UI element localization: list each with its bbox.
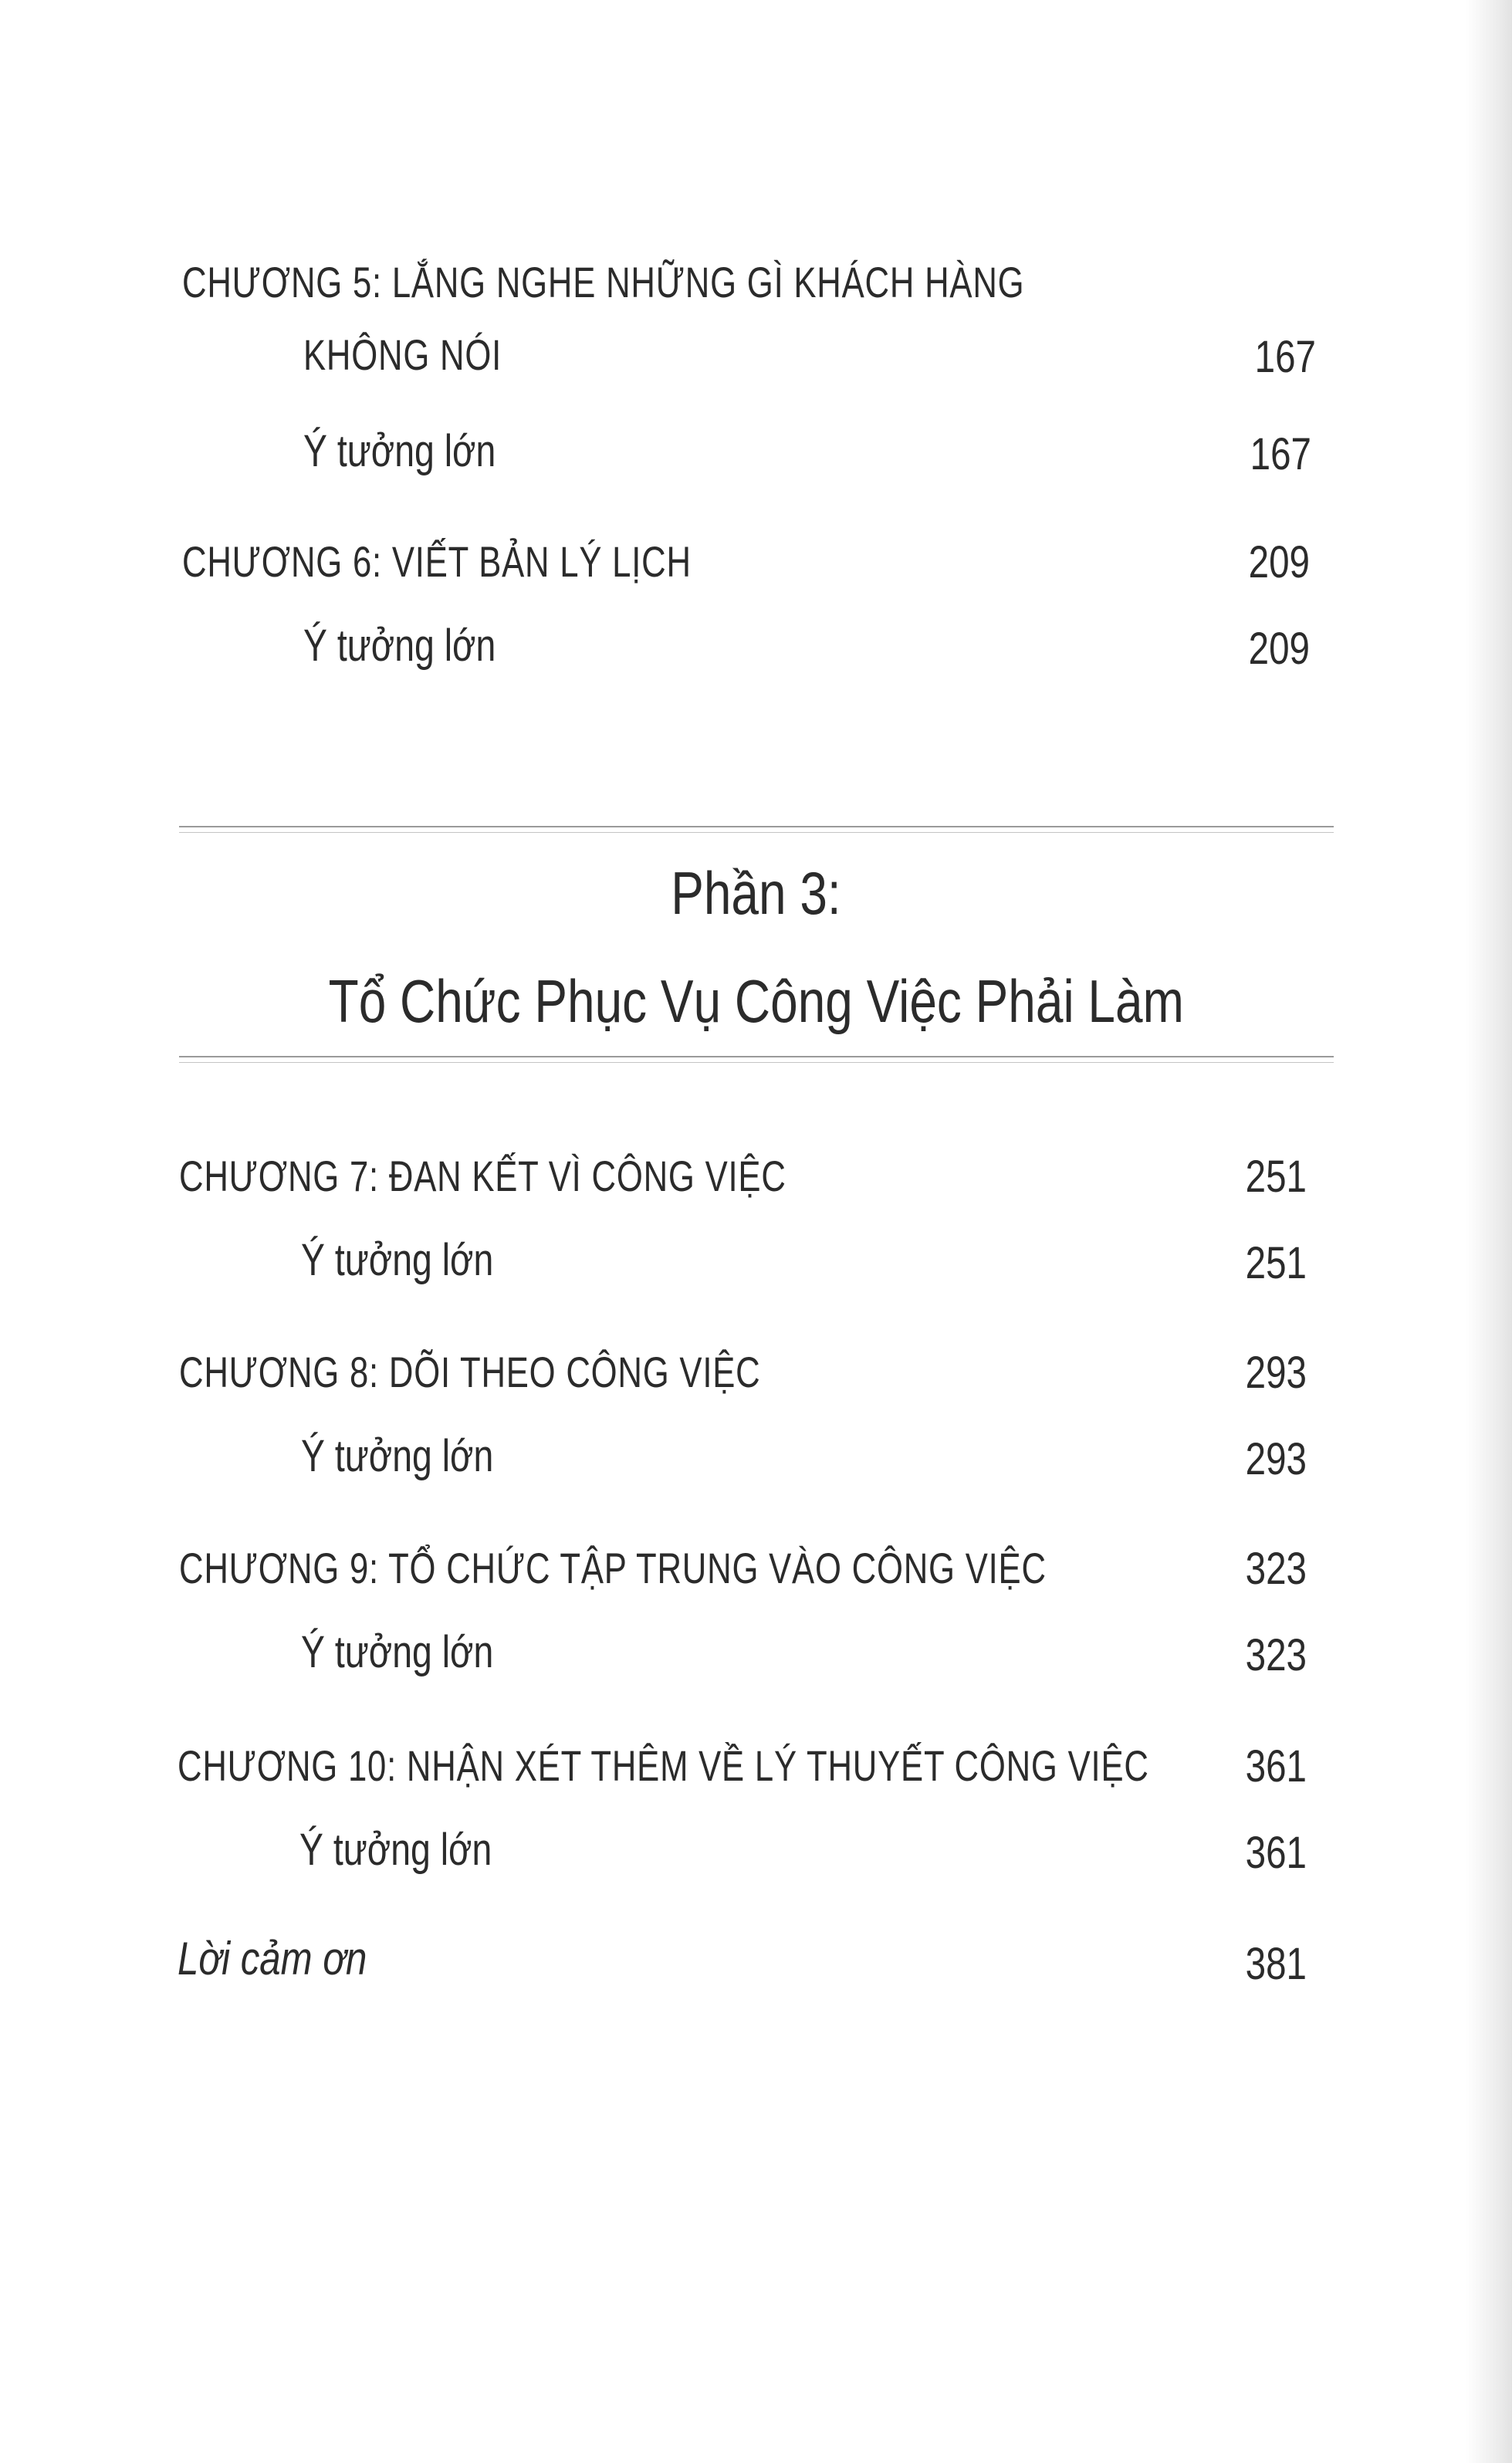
toc-chapter-8-title[interactable]: CHƯƠNG 8: DÕI THEO CÔNG VIỆC xyxy=(179,1348,761,1396)
toc-chapter-6-page[interactable]: 209 xyxy=(1248,537,1310,587)
part-3-subtitle[interactable]: Tổ Chức Phục Vụ Công Việc Phải Làm xyxy=(328,967,1184,1035)
toc-chapter-6-subsection[interactable]: Ý tưởng lớn xyxy=(303,621,496,671)
toc-chapter-9-page[interactable]: 323 xyxy=(1245,1544,1307,1594)
part-3-heading[interactable]: Phần 3: xyxy=(671,859,841,927)
toc-chapter-10-subsection-page[interactable]: 361 xyxy=(1245,1828,1307,1878)
toc-chapter-7-title[interactable]: CHƯƠNG 7: ĐAN KẾT VÌ CÔNG VIỆC xyxy=(179,1152,786,1200)
toc-chapter-6-subsection-page[interactable]: 209 xyxy=(1248,624,1310,674)
page-edge-shadow xyxy=(1466,0,1512,2463)
toc-chapter-10-page[interactable]: 361 xyxy=(1245,1741,1307,1791)
toc-chapter-7-page[interactable]: 251 xyxy=(1245,1152,1307,1202)
toc-chapter-8-page[interactable]: 293 xyxy=(1245,1348,1307,1398)
toc-chapter-9-title[interactable]: CHƯƠNG 9: TỔ CHỨC TẬP TRUNG VÀO CÔNG VIỆC xyxy=(179,1544,1047,1592)
toc-chapter-5-title-line2[interactable]: KHÔNG NÓI xyxy=(303,330,502,379)
toc-acknowledgements[interactable]: Lời cảm ơn xyxy=(178,1933,367,1984)
toc-chapter-7-subsection[interactable]: Ý tưởng lớn xyxy=(301,1235,494,1285)
toc-chapter-9-subsection-page[interactable]: 323 xyxy=(1245,1630,1307,1680)
toc-chapter-8-subsection-page[interactable]: 293 xyxy=(1245,1434,1307,1484)
toc-chapter-10-title[interactable]: CHƯƠNG 10: NHẬN XÉT THÊM VỀ LÝ THUYẾT CÔNG VIỆC xyxy=(178,1741,1149,1790)
part-divider-top xyxy=(179,826,1334,827)
toc-chapter-5-subsection[interactable]: Ý tưởng lớn xyxy=(303,426,496,476)
toc-chapter-5-page[interactable]: 167 xyxy=(1254,332,1316,382)
toc-chapter-5-title-line1[interactable]: CHƯƠNG 5: LẮNG NGHE NHỮNG GÌ KHÁCH HÀNG xyxy=(182,258,1025,306)
toc-chapter-5-subsection-page[interactable]: 167 xyxy=(1250,429,1311,479)
toc-chapter-7-subsection-page[interactable]: 251 xyxy=(1245,1238,1307,1288)
toc-acknowledgements-page[interactable]: 381 xyxy=(1245,1939,1307,1989)
part-divider-bottom xyxy=(179,1056,1334,1057)
toc-chapter-6-title[interactable]: CHƯƠNG 6: VIẾT BẢN LÝ LỊCH xyxy=(182,537,692,586)
toc-chapter-8-subsection[interactable]: Ý tưởng lớn xyxy=(301,1431,494,1481)
toc-chapter-9-subsection[interactable]: Ý tưởng lớn xyxy=(301,1627,494,1677)
toc-chapter-10-subsection[interactable]: Ý tưởng lớn xyxy=(299,1825,492,1875)
